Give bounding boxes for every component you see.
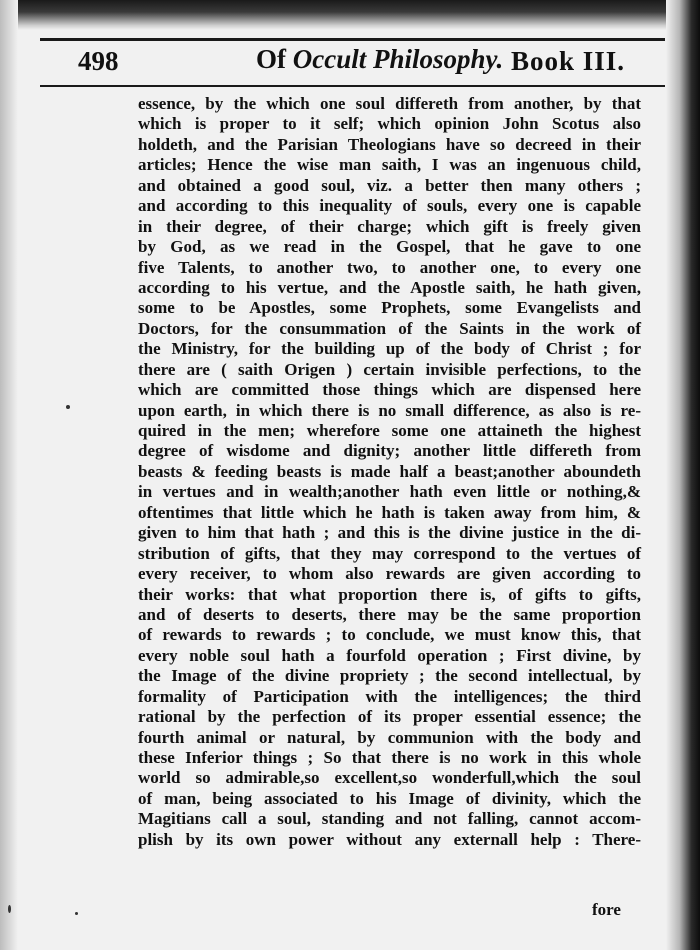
text-line: every noble soul hath a fourfold operation ; First divine, by	[138, 645, 641, 665]
text-line: these Inferior things ; So that there is no work in this whole	[138, 748, 641, 767]
text-line: which is proper to it self; which opinion John Scotus also	[138, 114, 641, 134]
text-line: upon earth, in which there is no small difference, as also is re-	[138, 400, 641, 420]
catchword: fore	[592, 900, 621, 919]
ink-speck	[75, 912, 78, 915]
text-line: their works: that what proportion there is, of gifts to gifts,	[138, 584, 641, 604]
text-line: by God, as we read in the Gospel, that he gave to one	[138, 237, 641, 257]
text-line: holdeth, and the Parisian Theologians have so decreed in their	[138, 134, 641, 154]
text-line: world so admirable,so excellent,so wonderfull,which the soul	[138, 768, 641, 788]
text-line: which are committed those things which are dispensed here	[138, 380, 641, 400]
text-line: of man, being associated to his Image of divinity, which the	[138, 788, 641, 808]
body-text	[138, 94, 641, 850]
text-line: the Image of the divine propriety ; the second intellectual, by	[138, 666, 641, 686]
text-line: formality of Participation with the intelligences; the third	[138, 686, 641, 706]
scan-top-edge	[0, 0, 700, 30]
text-line: in their degree, of their charge; which gift is freely given	[138, 216, 641, 236]
header-rule-bottom	[40, 85, 665, 87]
running-title	[256, 44, 503, 75]
text-line: some to be Apostles, some Prophets, some Evangelists and	[138, 298, 641, 318]
text-line: and according to this inequality of souls, every one is capable	[138, 196, 641, 216]
text-line: and of deserts to deserts, there may be the same proportion	[138, 604, 641, 624]
text-line: oftentimes that little which he hath is taken away from him, &	[138, 502, 641, 522]
text-line: essence, by the which one soul differeth from another, by that	[138, 94, 641, 113]
running-title-italic: Occult Philosophy.	[292, 44, 504, 74]
page-number: 498	[78, 46, 119, 76]
text-line: according to his vertue, and the Apostle saith, he hath given,	[138, 277, 641, 297]
book-label: Book III.	[511, 46, 626, 76]
scan-gutter-edge	[666, 0, 700, 950]
ink-speck	[8, 905, 11, 913]
text-line: Magitians call a soul, standing and not falling, cannot accom-	[138, 809, 641, 829]
text-line: stribution of gifts, that they may correspond to the vertues of	[138, 543, 641, 563]
text-line: there are ( saith Origen ) certain invisible perfections, to the	[138, 359, 641, 379]
text-line: articles; Hence the wise man saith, I was an ingenuous child,	[138, 155, 641, 175]
text-line: quired in the men; wherefore some one attaineth the highest	[138, 421, 641, 440]
text-line: and obtained a good soul, viz. a better then many others ;	[138, 175, 641, 195]
text-line: rational by the perfection of its proper essential essence; the	[138, 707, 641, 727]
text-line: every receiver, to whom also rewards are given according to	[138, 564, 641, 584]
text-line: five Talents, to another two, to another one, to every one	[138, 257, 641, 277]
text-line: beasts & feeding beasts is made half a beast;another aboundeth	[138, 461, 641, 481]
text-line: degree of wisdome and dignity; another little differeth from	[138, 441, 641, 461]
text-line: in vertues and in wealth;another hath even little or nothing,&	[138, 482, 641, 502]
page-header	[0, 40, 700, 84]
scan-left-shadow	[0, 0, 18, 950]
text-line: the Ministry, for the building up of the body of Christ ; for	[138, 339, 641, 359]
text-line: of rewards to rewards ; to conclude, we must know this, that	[138, 625, 641, 645]
text-line: plish by its own power without any externall help : There-	[138, 829, 641, 849]
text-line: Doctors, for the consummation of the Saints in the work of	[138, 318, 641, 338]
text-line: fourth animal or natural, by communion with the body and	[138, 727, 641, 747]
running-title-prefix: Of	[256, 44, 293, 74]
text-line: given to him that hath ; and this is the divine justice in the di-	[138, 523, 641, 543]
ink-speck	[66, 405, 70, 409]
